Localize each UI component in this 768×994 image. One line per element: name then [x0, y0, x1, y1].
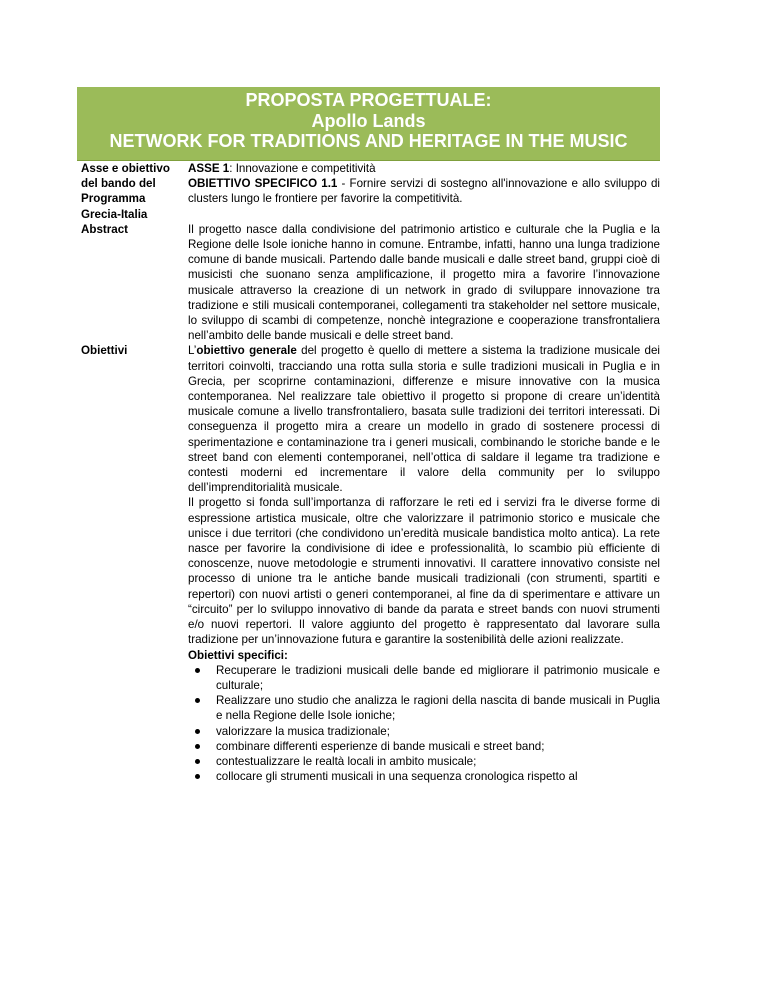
- title-line-3: NETWORK FOR TRADITIONS AND HERITAGE IN THE MUSIC: [109, 131, 628, 151]
- bullet-icon: [195, 744, 200, 749]
- bullet-icon: [195, 774, 200, 779]
- title-line-2: Apollo Lands: [311, 110, 426, 131]
- list-item-text: contestualizzare le realtà locali in ambito musicale;: [216, 754, 477, 768]
- list-item-text: Recuperare le tradizioni musicali delle bande ed migliorare il patrimonio musicale e culturale;: [216, 663, 660, 692]
- row-obiettivi: [77, 343, 660, 784]
- specific-objectives-heading: Obiettivi specifici:: [188, 648, 288, 662]
- p1-prefix: L’: [188, 344, 197, 358]
- row-asse: [77, 161, 660, 222]
- general-objective-paragraph: [188, 343, 660, 495]
- bullet-icon: [195, 668, 200, 673]
- proposal-table: [77, 87, 660, 784]
- specific-objectives-list: [188, 663, 660, 785]
- obiettivo-text: - Fornire servizi di sostegno all'innovazione e allo sviluppo di clusters lungo le frontiere per favorire la competitività.: [188, 177, 660, 206]
- bullet-icon: [195, 729, 200, 734]
- list-item: [188, 693, 660, 723]
- asse-bold: ASSE 1: [188, 162, 230, 175]
- abstract-text: Il progetto nasce dalla condivisione del patrimonio artistico e culturale che la Puglia e la Regione delle Isole ioniche hanno in comune. Entrambe, infatti, hanno una lunga tradizione comune di bande musicali. Partendo dalle bande musicali e dalle street band, gruppi cioè di musicisti che suonano senza amplificazione, il progetto mira a favorire l’innovazione musicale attraverso la creazione di un network in grado di sviluppare innovazione tra tradizione e stili musicali contemporanei, collegamenti tra stakeholder nel settore musicale, lo sviluppo di scambi di competenze, nonchè integrazione e cooperazione transfrontaliera nell’ambito delle bande musicali e delle street band.: [188, 222, 660, 343]
- content-abstract: [188, 222, 660, 344]
- label-abstract: Abstract: [81, 222, 129, 236]
- network-paragraph: Il progetto si fonda sull’importanza di rafforzare le reti ed i servizi fra le diverse forme di espressione artistica musicale, oltre che valorizzare il patrimonio storico e musicale che unisce i due territori (che condividono un’eredità musicale bandistica molto antica). La rete nasce per favorire la condivisione di idee e professionalità, lo scambio più efficiente di conoscenze, nuove metodologie e strumenti innovativi. Il carattere innovativo consiste nel processo di unione tra le antiche bande musicali tradizionali (con strumenti, spartiti e repertori) con nuovi artisti o generi contemporanei, al fine da di sperimentare e attivare un “circuito” per lo sviluppo innovativo di bande da parata e street bands con nuovi strumenti e/o nuovi repertori. Il valore aggiunto del progetto è rappresentato dal lavorare sulla tradizione per un’innovazione futura e garantire la sostenibilità delle azioni realizzate.: [188, 496, 660, 647]
- asse-text: : Innovazione e competitività: [229, 162, 376, 175]
- list-item-text: collocare gli strumenti musicali in una sequenza cronologica rispetto al: [216, 770, 578, 784]
- list-item-text: Realizzare uno studio che analizza le ragioni della nascita di bande musicali in Puglia e nella Regione delle Isole ioniche;: [216, 694, 660, 723]
- list-item-text: valorizzare la musica tradizionale;: [216, 724, 390, 738]
- bullet-icon: [195, 698, 200, 703]
- list-item: [188, 754, 660, 769]
- list-item: [188, 769, 660, 784]
- list-item-text: combinare differenti esperienze di bande musicali e street band;: [216, 739, 545, 753]
- label-asse: Asse e obiettivo del bando del Programma Grecia-Italia: [81, 162, 170, 221]
- obiettivo-line: [188, 176, 660, 206]
- p1-text: del progetto è quello di mettere a sistema la tradizione musicale dei territori coinvolti, tracciando una rotta sulla storia e sulle tradizioni musicali in Puglia e in Grecia, per scoprirne contaminazioni, differenze e misure innovative con la musica contemporanea. Nel realizzare tale obiettivo il progetto si propone di creare un’identità musicale comune a livello transfrontaliero, basata sulle tradizioni dei territori interessati. Di conseguenza il progetto mira a creare un modello in grado di sostenere processi di sperimentazione e contaminazione tra i generi musicali, combinando le storiche bande e le street band con elementi contemporanei, nell’ottica di saldare il legame tra tradizione e contesti moderni ed incrementare il valore della community per lo sviluppo dell’imprenditorialità musicale.: [188, 344, 661, 495]
- title-line-1: PROPOSTA PROGETTUALE:: [245, 90, 492, 110]
- title-header: [77, 87, 660, 161]
- obiettivo-bold: OBIETTIVO SPECIFICO 1.1: [188, 177, 338, 191]
- list-item: [188, 739, 660, 754]
- label-obiettivi: Obiettivi: [81, 344, 128, 358]
- list-item: [188, 663, 660, 693]
- bullet-icon: [195, 759, 200, 764]
- row-abstract: [77, 222, 660, 344]
- list-item: [188, 724, 660, 739]
- p1-bold: obiettivo generale: [196, 344, 297, 358]
- asse-line: [188, 161, 660, 176]
- content-asse: [188, 161, 660, 222]
- content-obiettivi: [188, 343, 660, 784]
